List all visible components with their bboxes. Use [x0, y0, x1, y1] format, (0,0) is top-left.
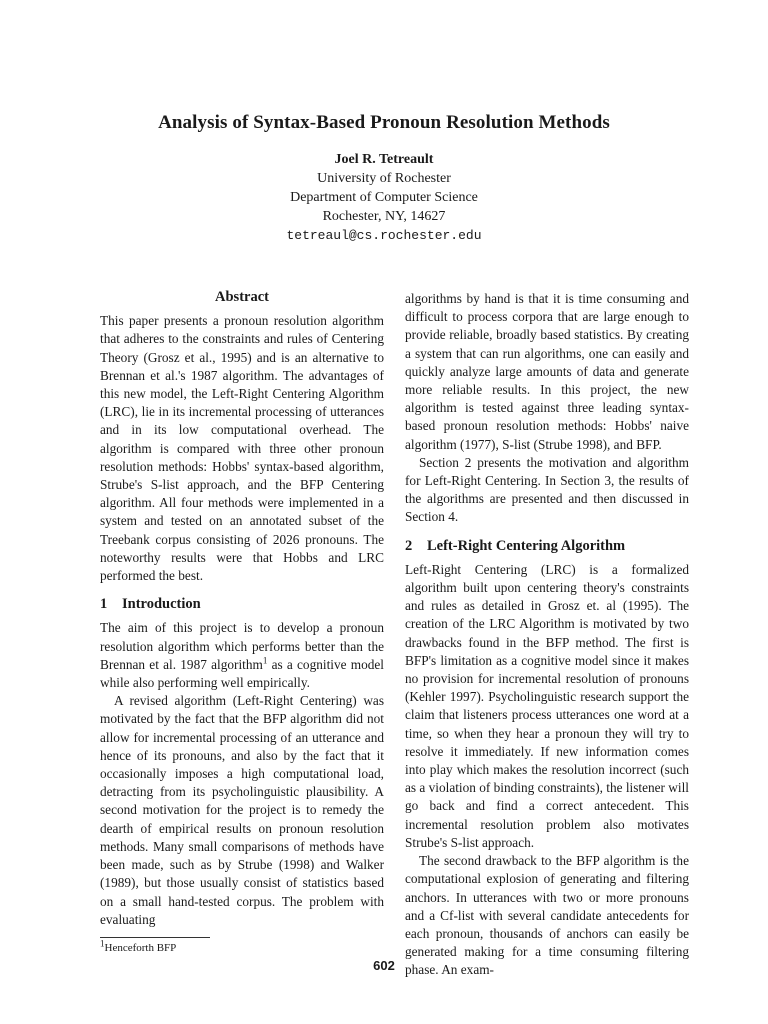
intro-paragraph-2: A revised algorithm (Left-Right Centering) was motivated by the fact that the BFP algorithm did not allow for incremental processing of an utterance and hence of its pronouns, and also by the fact that it occasionally imposes a high computational load, detracting from its psycholinguistic plausibility. A second motivation for the project is to remedy the dearth of empirical results on pronoun resolution methods. Many small comparisons of methods have been made, such as by Strube (1998) and Walker (1989), but those usually consist of statistics based on a small hand-tested corpus. The problem with evaluating — [100, 693, 384, 927]
abstract-heading: Abstract — [215, 289, 269, 305]
author-name: Joel R. Tetreault — [334, 152, 434, 167]
right-paragraph-2: Section 2 presents the motivation and algorithm for Left-Right Centering. In Section 3, the results of the algorithms are presented and then discussed in Section 4. — [405, 454, 689, 525]
paper-title: Analysis of Syntax-Based Pronoun Resolution Methods — [158, 112, 610, 133]
author-email: tetreaul@cs.rochester.edu — [286, 228, 482, 243]
section-2-title: Left-Right Centering Algorithm — [427, 537, 626, 554]
section-1-title: Introduction — [122, 596, 201, 613]
section-2-heading — [405, 537, 689, 555]
affiliation: University of Rochester — [317, 171, 451, 186]
page-number: 602 — [373, 958, 395, 973]
section-1-heading — [100, 595, 384, 613]
department: Department of Computer Science — [290, 190, 478, 205]
author-block — [0, 150, 768, 245]
footnote-ref: 1 — [262, 655, 268, 666]
lrc-paragraph-1: Left-Right Centering (LRC) is a formalized algorithm built upon centering theory's constraints and rules as detailed in Grosz et. al (1995). The creation of the LRC Algorithm is motivated by two drawbacks found in the BFP method. The first is BFP's limitation as a cognitive model since it makes no provision for incremental resolution of pronouns (Kehler 1997). Psycholinguistic research support the claim that listeners process utterances one word at a time, so when they hear a pronoun they will try to resolve it immediately. If new information comes into play which makes the resolution incorrect (such as a violation of binding constraints), the listener will go back and find a correct antecedent. This incremental resolution problem also motivates Strube's S-list approach. — [405, 561, 689, 850]
footnote — [100, 938, 384, 955]
intro-paragraph-1-tail: as a cognitive model while also performing well empirically. — [100, 656, 384, 691]
footnote-divider — [100, 937, 210, 938]
left-column — [100, 288, 384, 955]
section-2-number: 2 — [405, 537, 413, 554]
footnote-text: Henceforth BFP — [104, 941, 177, 954]
right-column — [405, 290, 689, 980]
abstract-text: This paper presents a pronoun resolution algorithm that adheres to the constraints and rules of Centering Theory (Grosz et al., 1995) and is an alternative to Brennan et al.'s 1987 algorithm. The advantages of this new model, the Left-Right Centering Algorithm (LRC), lie in its incremental processing of utterances and in its low computational overhead. The algorithm is compared with three other pronoun resolution methods: Hobbs' syntax-based algorithm, Strube's S-list approach, and the BFP Centering algorithm. All four methods were implemented in a system and tested on an annotated subset of the Treebank corpus consisting of 2026 pronouns. The noteworthy results were that Hobbs and LRC performed the best. — [100, 313, 384, 584]
footnote-mark: 1 — [100, 938, 105, 949]
right-paragraph-1: algorithms by hand is that it is time consuming and difficult to process corpora that are large enough to provide reliable, broadly based statistics. By creating a system that can run algorithms, one can easily and quickly analyze large amounts of data and generate more reliable results. In this project, the new algorithm is tested against three leading syntax-based pronoun resolution methods: Hobbs' naive algorithm (1977), S-list (Strube 1998), and BFP. — [405, 291, 689, 452]
lrc-paragraph-2: The second drawback to the BFP algorithm is the computational explosion of generating and filtering anchors. In utterances with two or more pronouns and a Cf-list with several candidate antecedents for each pronoun, thousands of anchors can easily be generated making for a time consuming filtering phase. An exam- — [405, 853, 689, 978]
address: Rochester, NY, 14627 — [322, 209, 446, 224]
intro-paragraph-1 — [100, 619, 384, 692]
section-1-number: 1 — [100, 596, 108, 613]
intro-paragraph-1-text: The aim of this project is to develop a pronoun resolution algorithm which performs better than the Brennan et al. 1987 algorithm — [100, 620, 384, 672]
